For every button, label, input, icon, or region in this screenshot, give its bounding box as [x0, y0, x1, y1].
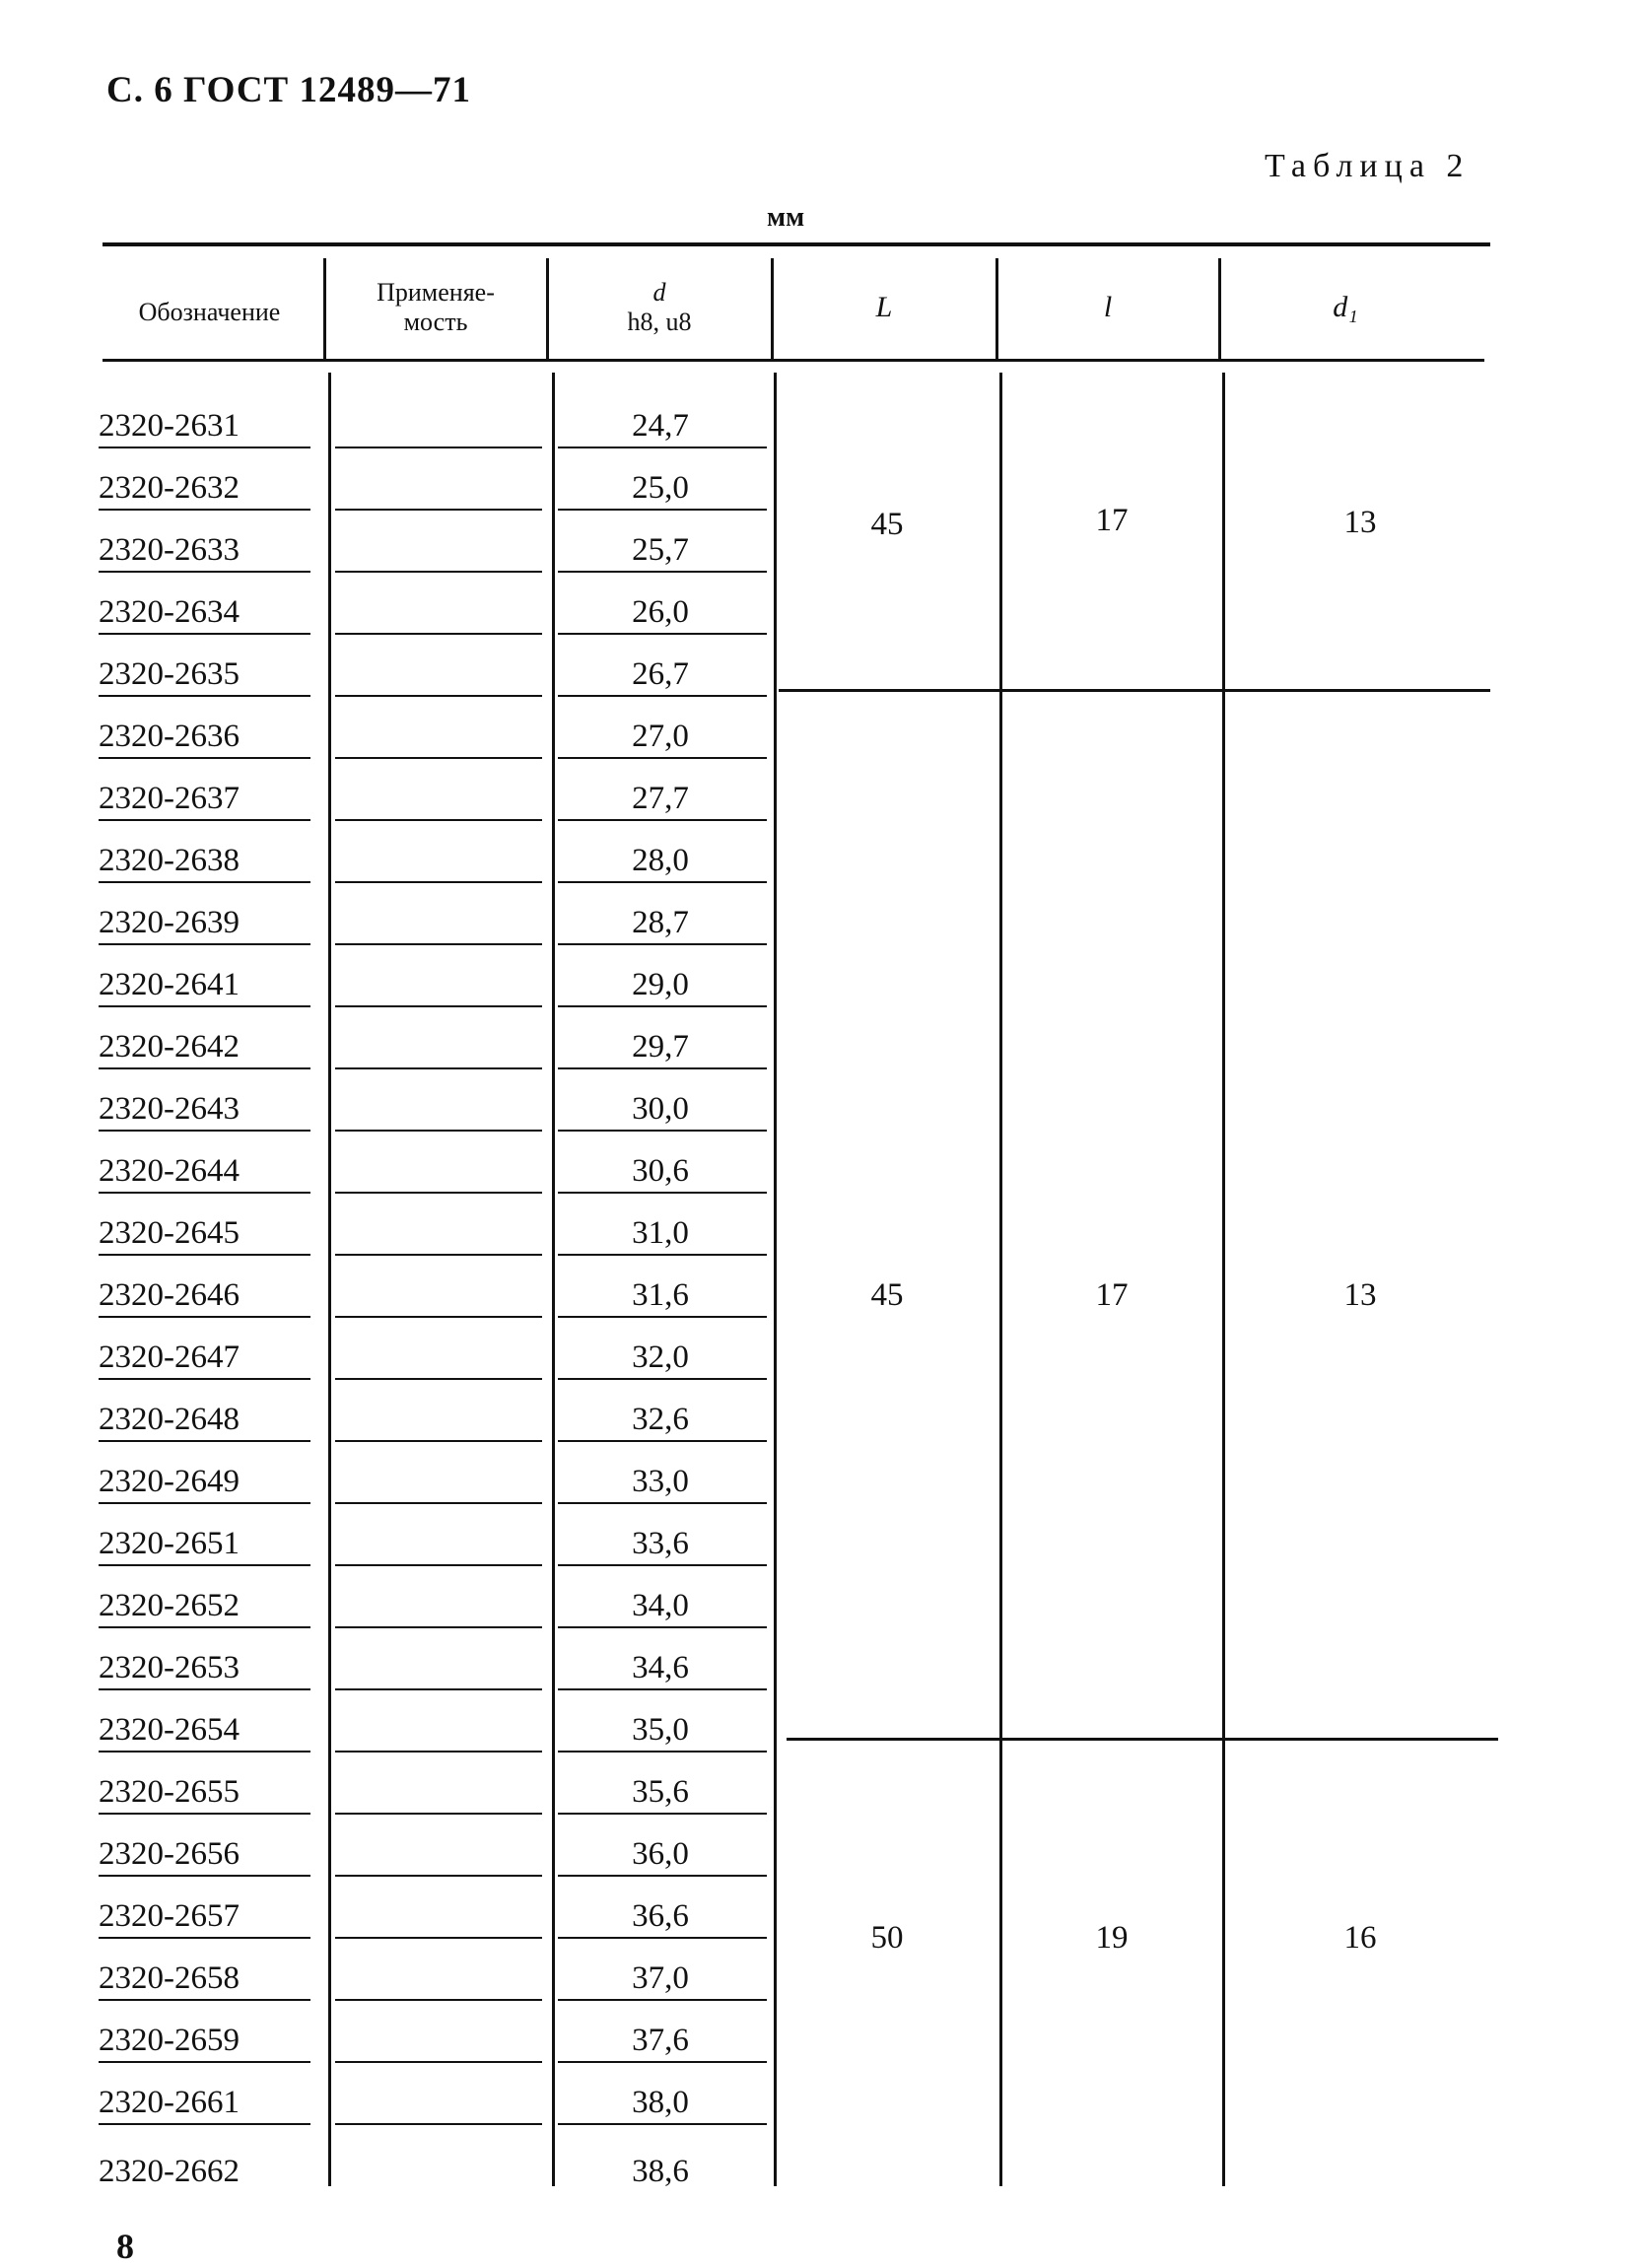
- row-code: 2320-2643: [99, 1091, 240, 1127]
- row-code: 2320-2634: [99, 594, 240, 630]
- header-bottom-rule: [103, 359, 1484, 362]
- row-rule: [99, 1937, 310, 1939]
- row-rule: [558, 943, 767, 945]
- row-d: 32,6: [632, 1402, 689, 1437]
- table-top-rule: [103, 242, 1490, 246]
- row-d: 28,0: [632, 843, 689, 878]
- row-code: 2320-2661: [99, 2085, 240, 2120]
- body-divider: [1222, 373, 1225, 2186]
- row-code: 2320-2659: [99, 2023, 240, 2058]
- units-label: мм: [767, 202, 805, 233]
- row-rule: [335, 1564, 542, 1566]
- row-d: 24,7: [632, 408, 689, 444]
- col-header-d-tolerance: h8, u8: [627, 308, 692, 336]
- row-rule: [335, 571, 542, 573]
- row-rule: [99, 1254, 310, 1256]
- row-rule: [335, 1999, 542, 2001]
- row-code: 2320-2637: [99, 781, 240, 816]
- header-divider: [323, 258, 326, 359]
- col-header-applicability-line2: мость: [403, 308, 468, 336]
- row-rule: [335, 1875, 542, 1877]
- row-d: 25,7: [632, 532, 689, 568]
- row-rule: [558, 1875, 767, 1877]
- row-rule: [558, 881, 767, 883]
- row-rule: [558, 757, 767, 759]
- row-rule: [335, 1378, 542, 1380]
- col-header-l: l: [1103, 291, 1113, 323]
- row-d: 31,6: [632, 1277, 689, 1313]
- row-code: 2320-2658: [99, 1960, 240, 1996]
- row-rule: [558, 1813, 767, 1815]
- row-code: 2320-2657: [99, 1898, 240, 1934]
- row-rule: [99, 1502, 310, 1504]
- header-divider: [771, 258, 774, 359]
- row-code: 2320-2654: [99, 1712, 240, 1748]
- row-code: 2320-2638: [99, 843, 240, 878]
- group-3-d1: 16: [1343, 1920, 1377, 1956]
- row-rule: [335, 509, 542, 511]
- group-1-l: 17: [1095, 503, 1129, 538]
- row-rule: [558, 1378, 767, 1380]
- row-rule: [335, 881, 542, 883]
- row-rule: [99, 1067, 310, 1069]
- row-rule: [99, 1564, 310, 1566]
- row-rule: [335, 2061, 542, 2063]
- row-rule: [558, 571, 767, 573]
- row-rule: [558, 819, 767, 821]
- row-d: 33,0: [632, 1464, 689, 1499]
- row-rule: [335, 819, 542, 821]
- row-d: 34,6: [632, 1650, 689, 1685]
- row-rule: [335, 1626, 542, 1628]
- row-rule: [335, 1130, 542, 1132]
- group-3-l: 19: [1095, 1920, 1129, 1956]
- row-rule: [99, 881, 310, 883]
- row-code: 2320-2636: [99, 719, 240, 754]
- row-d: 29,7: [632, 1029, 689, 1065]
- group-separator: [779, 689, 1490, 692]
- row-d: 34,0: [632, 1588, 689, 1623]
- row-rule: [99, 1192, 310, 1194]
- row-rule: [335, 695, 542, 697]
- row-rule: [99, 1626, 310, 1628]
- row-code: 2320-2644: [99, 1153, 240, 1189]
- row-code: 2320-2632: [99, 470, 240, 506]
- row-d: 30,0: [632, 1091, 689, 1127]
- row-code: 2320-2635: [99, 656, 240, 692]
- row-code: 2320-2648: [99, 1402, 240, 1437]
- row-rule: [558, 1502, 767, 1504]
- col-header-applicability-line1: Применяе-: [377, 278, 495, 307]
- row-d: 32,0: [632, 1340, 689, 1375]
- row-d: 31,0: [632, 1215, 689, 1251]
- row-rule: [558, 1440, 767, 1442]
- row-rule: [99, 509, 310, 511]
- row-rule: [558, 509, 767, 511]
- row-rule: [99, 571, 310, 573]
- row-rule: [99, 1316, 310, 1318]
- row-d: 36,6: [632, 1898, 689, 1934]
- row-rule: [99, 1999, 310, 2001]
- row-rule: [99, 1130, 310, 1132]
- row-rule: [99, 1875, 310, 1877]
- row-rule: [558, 1626, 767, 1628]
- row-rule: [558, 1192, 767, 1194]
- row-rule: [99, 1378, 310, 1380]
- row-rule: [558, 1751, 767, 1753]
- row-rule: [335, 447, 542, 448]
- row-rule: [99, 447, 310, 448]
- row-code: 2320-2652: [99, 1588, 240, 1623]
- row-rule: [99, 2061, 310, 2063]
- row-code: 2320-2651: [99, 1526, 240, 1561]
- row-rule: [335, 943, 542, 945]
- row-rule: [335, 1688, 542, 1690]
- row-rule: [335, 2123, 542, 2125]
- row-rule: [558, 1999, 767, 2001]
- row-code: 2320-2631: [99, 408, 240, 444]
- row-code: 2320-2655: [99, 1774, 240, 1810]
- row-rule: [558, 1316, 767, 1318]
- row-code: 2320-2646: [99, 1277, 240, 1313]
- row-rule: [558, 1130, 767, 1132]
- row-rule: [335, 1440, 542, 1442]
- row-d: 26,7: [632, 656, 689, 692]
- row-rule: [99, 1440, 310, 1442]
- row-d: 30,6: [632, 1153, 689, 1189]
- row-rule: [335, 1751, 542, 1753]
- group-2-d1: 13: [1343, 1277, 1377, 1313]
- row-code: 2320-2647: [99, 1340, 240, 1375]
- row-d: 27,7: [632, 781, 689, 816]
- row-d: 28,7: [632, 905, 689, 940]
- row-code: 2320-2633: [99, 532, 240, 568]
- row-rule: [335, 633, 542, 635]
- row-rule: [99, 819, 310, 821]
- header-divider: [546, 258, 549, 359]
- row-rule: [99, 943, 310, 945]
- col-header-d-symbol: d: [652, 278, 666, 307]
- row-d: 27,0: [632, 719, 689, 754]
- row-rule: [558, 695, 767, 697]
- row-rule: [99, 633, 310, 635]
- group-3-L: 50: [870, 1920, 904, 1956]
- row-rule: [99, 1005, 310, 1007]
- row-rule: [99, 695, 310, 697]
- col-header-L: L: [875, 291, 893, 323]
- row-rule: [558, 1005, 767, 1007]
- row-rule: [558, 2123, 767, 2125]
- header-divider: [1218, 258, 1221, 359]
- row-rule: [558, 1564, 767, 1566]
- row-rule: [335, 1254, 542, 1256]
- body-divider: [774, 373, 777, 2186]
- row-code: 2320-2656: [99, 1836, 240, 1872]
- group-1-d1: 13: [1343, 505, 1377, 540]
- col-header-designation: Обозначение: [138, 298, 281, 326]
- row-rule: [558, 2061, 767, 2063]
- row-rule: [99, 1813, 310, 1815]
- row-d: 38,0: [632, 2085, 689, 2120]
- row-rule: [335, 1937, 542, 1939]
- group-separator: [787, 1738, 1498, 1741]
- row-code: 2320-2649: [99, 1464, 240, 1499]
- table-label: Таблица 2: [1265, 148, 1471, 184]
- row-code: 2320-2662: [99, 2154, 240, 2189]
- row-rule: [558, 447, 767, 448]
- row-rule: [99, 1751, 310, 1753]
- page-header: С. 6 ГОСТ 12489—71: [106, 70, 471, 110]
- body-divider: [328, 373, 331, 2186]
- row-d: 37,0: [632, 1960, 689, 1996]
- col-header-d: [550, 278, 769, 337]
- row-rule: [335, 757, 542, 759]
- row-rule: [335, 1067, 542, 1069]
- group-1-L: 45: [870, 507, 904, 542]
- header-divider: [995, 258, 998, 359]
- row-rule: [335, 1005, 542, 1007]
- row-rule: [99, 2123, 310, 2125]
- row-d: 33,6: [632, 1526, 689, 1561]
- row-rule: [558, 633, 767, 635]
- row-rule: [558, 1937, 767, 1939]
- row-d: 29,0: [632, 967, 689, 1002]
- row-d: 35,6: [632, 1774, 689, 1810]
- row-d: 38,6: [632, 2154, 689, 2189]
- row-code: 2320-2653: [99, 1650, 240, 1685]
- row-d: 26,0: [632, 594, 689, 630]
- row-rule: [335, 1502, 542, 1504]
- group-2-l: 17: [1095, 1277, 1129, 1313]
- row-rule: [558, 1688, 767, 1690]
- row-rule: [558, 1067, 767, 1069]
- row-d: 25,0: [632, 470, 689, 506]
- row-d: 37,6: [632, 2023, 689, 2058]
- row-code: 2320-2639: [99, 905, 240, 940]
- row-rule: [335, 1192, 542, 1194]
- body-divider: [999, 373, 1002, 2186]
- row-d: 35,0: [632, 1712, 689, 1748]
- row-rule: [99, 1688, 310, 1690]
- row-code: 2320-2645: [99, 1215, 240, 1251]
- row-code: 2320-2642: [99, 1029, 240, 1065]
- row-rule: [335, 1316, 542, 1318]
- row-code: 2320-2641: [99, 967, 240, 1002]
- group-2-L: 45: [870, 1277, 904, 1313]
- row-rule: [335, 1813, 542, 1815]
- col-header-d1: d₁: [1333, 291, 1358, 323]
- row-d: 36,0: [632, 1836, 689, 1872]
- row-rule: [99, 757, 310, 759]
- page-number: 8: [116, 2227, 134, 2266]
- row-rule: [558, 1254, 767, 1256]
- col-header-applicability: [327, 278, 544, 337]
